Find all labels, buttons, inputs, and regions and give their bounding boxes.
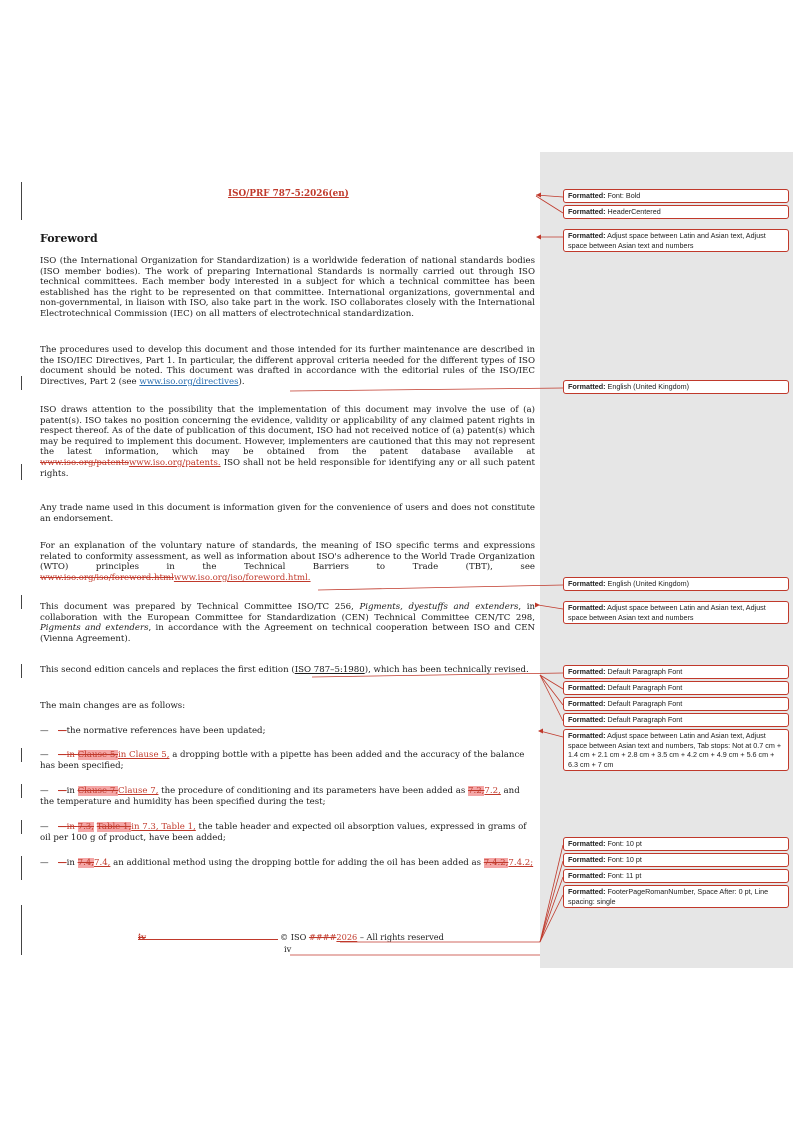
text-run: in	[66, 858, 78, 868]
document-header: ISO/PRF 787-5:2026(en)	[228, 189, 349, 199]
cen-committee-title: Pigments and extenders	[40, 623, 149, 634]
list-item-text: an additional method using the dropping bottle for adding the oil has been added as	[110, 858, 484, 868]
comment-label: Formatted:	[568, 887, 606, 896]
footer-deleted-page-number: iv	[138, 932, 146, 942]
list-item-text: and the temperature and humidity has been specified during the test;	[40, 786, 520, 807]
inserted-subclause-ref: 7.2,	[484, 786, 501, 796]
comment-text: Default Paragraph Font	[605, 699, 683, 708]
inserted-table-ref: in 7.3, Table 1,	[131, 822, 196, 832]
comment-label: Formatted:	[568, 683, 606, 692]
comment-text: English (United Kingdom)	[605, 382, 690, 391]
comment-label: Formatted:	[568, 603, 606, 612]
comment-label: Formatted:	[568, 231, 606, 240]
comment-label: Formatted:	[568, 715, 606, 724]
inserted-subclause-ref: 7.4,	[94, 858, 111, 868]
comment-text: HeaderCentered	[605, 207, 661, 216]
text-run: ).	[238, 376, 245, 387]
first-edition-reference: ISO 787–5:1980	[294, 665, 365, 675]
comment-text: Adjust space between Latin and Asian text, Adjust space between Asian text and numbers	[568, 231, 766, 250]
comment-label: Formatted:	[568, 839, 606, 848]
connector-arrow	[538, 729, 543, 734]
list-item: — —the normative references have been updated;	[40, 726, 266, 736]
comment-label: Formatted:	[568, 699, 606, 708]
list-item-text: the procedure of conditioning and its parameters have been added as	[158, 786, 469, 796]
text-run: The procedures used to develop this document and those intended for its further maintenance are described in the ISO/IEC Directives, Part 1. In particular, the different approval criteria needed for the different types of ISO document should be noted. This document was drafted in accordance with the editorial rules of the ISO/IEC Directives, Part 2 (see	[40, 345, 535, 387]
deleted-text: in	[66, 750, 78, 760]
connector-line	[312, 673, 563, 677]
text-run: This second edition cancels and replaces the first edition (	[40, 665, 295, 675]
list-item: — —in Clause 5,in Clause 5, a dropping bottle with a pipette has been added and the accuracy of the balance has been specified;	[40, 750, 525, 771]
connector-line	[540, 845, 563, 942]
directives-link[interactable]: www.iso.org/directives	[139, 376, 239, 387]
comment-text: Font: Bold	[605, 191, 641, 200]
comment-balloon[interactable]	[563, 729, 789, 771]
inserted-clause-ref: in Clause 5,	[118, 750, 170, 760]
text-run: ISO shall not be held responsible for identifying any or all such patent rights.	[40, 457, 535, 479]
deleted-subclause-ref: 7.2,	[468, 786, 485, 796]
deleted-subclause-ref: 7.3,	[77, 822, 95, 832]
connector-line	[318, 585, 563, 590]
deleted-subclause-ref: 7.4.2,	[483, 858, 509, 868]
comment-balloon[interactable]	[563, 713, 789, 727]
list-item: — —in 7.3, Table 1,in 7.3, Table 1, the table header and expected oil absorption values, expressed in grams of oil per 100 g of product, have been added;	[40, 822, 527, 843]
list-item-text: a dropping bottle with a pipette has been added and the accuracy of the balance has been specified;	[40, 750, 525, 771]
inserted-subclause-ref: 7.4.2;	[508, 858, 534, 868]
paragraph-main-changes: The main changes are as follows:	[40, 701, 186, 711]
deleted-clause-ref: Clause 5,	[77, 750, 119, 760]
foreword-heading: Foreword	[40, 232, 98, 245]
comment-text: Default Paragraph Font	[605, 715, 683, 724]
comment-text: Default Paragraph Font	[605, 667, 683, 676]
inserted-foreword-link[interactable]: www.iso.org/iso/foreword.html.	[173, 572, 311, 583]
comment-label: Formatted:	[568, 855, 606, 864]
connector-line	[540, 675, 563, 705]
connector-arrow	[535, 603, 540, 608]
comment-label: Formatted:	[568, 731, 606, 740]
comment-label: Formatted:	[568, 191, 606, 200]
comment-balloon[interactable]	[563, 380, 789, 394]
comment-balloon[interactable]	[563, 205, 789, 219]
comment-text: FooterPageRomanNumber, Space After: 0 pt, Line spacing: single	[568, 887, 769, 906]
comment-balloon[interactable]	[563, 697, 789, 711]
comment-balloon[interactable]	[563, 601, 789, 624]
connector-line	[536, 196, 563, 213]
comment-label: Formatted:	[568, 579, 606, 588]
deleted-year: ####	[308, 932, 337, 942]
deleted-text: in	[66, 822, 78, 832]
comment-balloon[interactable]	[563, 869, 789, 883]
comment-balloon[interactable]	[563, 229, 789, 252]
comment-balloon[interactable]	[563, 665, 789, 679]
deleted-patents-link[interactable]: www.iso.org/patents	[40, 457, 129, 468]
list-item: — —in Clause 7,Clause 7, the procedure of conditioning and its parameters have been added as 7.2,7.2, and the temperature and humidity has been specified during the test;	[40, 786, 520, 807]
deleted-subclause-ref: 7.4,	[77, 858, 95, 868]
connector-line	[290, 388, 563, 391]
comment-label: Formatted:	[568, 871, 606, 880]
deleted-clause-ref: Clause 7,	[77, 786, 119, 796]
text-run: in	[66, 786, 78, 796]
connector-line	[538, 605, 563, 609]
list-item-text: the table header and expected oil absorption values, expressed in grams of oil per 100 g of product, have been added;	[40, 822, 527, 843]
text-run: ISO draws attention to the possibility that the implementation of this document may involve the use of (a) patent(s). ISO takes no position concerning the evidence, validity or applicability of any claimed patent rights in respect thereof. As of the date of publication of this document, ISO had not received notice of (a) patent(s) which may be required to implement this document. However, implementers are cautioned that this may not represent the latest information, which may be obtained from the patent database available at	[40, 405, 535, 458]
comment-text: Font: 10 pt	[605, 839, 642, 848]
copyright-suffix: – All rights reserved	[357, 932, 444, 942]
comment-text: Font: 10 pt	[605, 855, 642, 864]
comment-text: Adjust space between Latin and Asian text, Adjust space between Asian text and numbers, Tab stops: Not at 0.7 cm + 1.4 cm + 2.1 cm + 2.8 cm + 3.5 cm + 4.2 cm + 4.9 cm + 5.6 cm + 6.3 cm + 7 cm	[568, 731, 782, 769]
paragraph-trade-name: Any trade name used in this document is information given for the convenience of users and does not constitute an endorsement.	[40, 503, 535, 524]
text-run: ), which has been technically revised.	[364, 665, 529, 675]
text-run: , in collaboration with the European Committee for Standardization (CEN) Technical Committee CEN/TC 298,	[40, 602, 535, 623]
deleted-table-ref: Table 1,	[96, 822, 132, 832]
comment-balloon[interactable]	[563, 885, 789, 908]
comment-balloon[interactable]	[563, 681, 789, 695]
inserted-clause-ref: Clause 7,	[118, 786, 159, 796]
committee-title: Pigments, dyestuffs and extenders	[359, 602, 519, 612]
list-item-text: the normative references have been updated;	[66, 726, 266, 736]
connector-arrow	[536, 235, 541, 240]
comment-label: Formatted:	[568, 207, 606, 216]
inserted-year: 2026	[336, 932, 358, 942]
comment-balloon[interactable]	[563, 189, 789, 203]
footer-page-number: iv	[284, 944, 292, 954]
comment-label: Formatted:	[568, 667, 606, 676]
comment-balloon[interactable]	[563, 577, 789, 591]
text-run: , in accordance with the Agreement on technical cooperation between ISO and CEN (Vienna Agreement).	[40, 623, 535, 644]
copyright-prefix: © ISO	[280, 932, 309, 942]
connector-line	[540, 731, 563, 737]
text-run: For an explanation of the voluntary nature of standards, the meaning of ISO specific terms and expressions related to conformity assessment, as well as information about ISO's adherence to the World Trade Organization (WTO) principles in the Technical Barriers to Trade (TBT), see	[40, 541, 535, 573]
comment-text: English (United Kingdom)	[605, 579, 690, 588]
connector-line	[540, 877, 563, 942]
deleted-foreword-link[interactable]: www.iso.org/iso/foreword.html	[40, 572, 174, 583]
paragraph-iso-federation: ISO (the International Organization for Standardization) is a worldwide federation of national standards bodies (ISO member bodies). The work of preparing International Standards is normally carried out through ISO technical committees. Each member body interested in a subject for which a technical committee has been established has the right to be represented on that committee. International organizations, governmental and non-governmental, in liaison with ISO, also take part in the work. ISO collaborates closely with the International Electrotechnical Commission (IEC) on all matters of electrotechnical standardization.	[40, 256, 535, 319]
comment-balloon[interactable]	[563, 853, 789, 867]
comment-label: Formatted:	[568, 382, 606, 391]
comment-text: Default Paragraph Font	[605, 683, 683, 692]
text-run: This document was prepared by Technical Committee ISO/TC 256,	[40, 602, 360, 612]
comment-text: Adjust space between Latin and Asian text, Adjust space between Asian text and numbers	[568, 603, 766, 622]
comment-balloon[interactable]	[563, 837, 789, 851]
list-item: — —in 7.4,7.4, an additional method using the dropping bottle for adding the oil has been added as 7.4.2,7.4.2;	[40, 858, 534, 868]
inserted-patents-link[interactable]: www.iso.org/patents.	[128, 457, 221, 468]
comment-text: Font: 11 pt	[605, 871, 642, 880]
